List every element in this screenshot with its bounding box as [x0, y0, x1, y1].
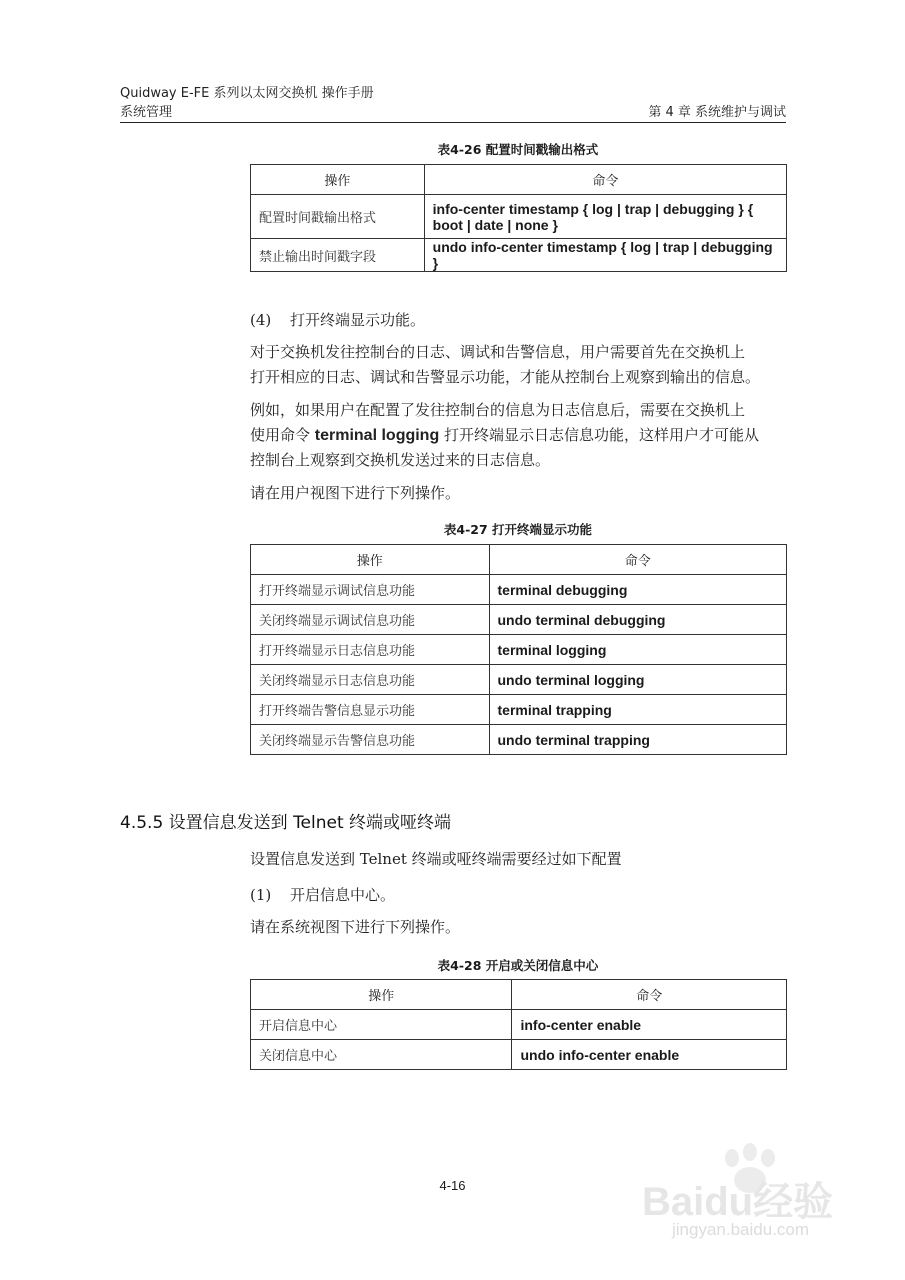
command-cell: terminal logging [489, 635, 787, 665]
table26-caption: 表4-26 配置时间戳输出格式 [437, 142, 599, 157]
step1-label: (1) [250, 886, 272, 904]
watermark-url: jingyan.baidu.com [672, 1220, 810, 1239]
table-row [251, 635, 787, 665]
step4-paragraph2-line1: 例如，如果用户在配置了发往控制台的信息为日志信息后，需要在交换机上 [250, 401, 746, 419]
step4-title: 打开终端显示功能。 [290, 311, 426, 329]
command-cell: terminal debugging [489, 575, 787, 605]
column-header-command: 命令 [489, 545, 787, 575]
section-intro: 设置信息发送到 Telnet 终端或哑终端需要经过如下配置 [250, 850, 622, 868]
table-4-28 [250, 979, 787, 1070]
step4-note: 请在用户视图下进行下列操作。 [250, 484, 461, 502]
table-4-27 [250, 544, 787, 755]
page-number: 4-16 [439, 1178, 466, 1193]
command-cell: info-center timestamp { log | trap | debugging } { boot | date | none } [424, 195, 786, 239]
section-heading: 4.5.5 设置信息发送到 Telnet 终端或哑终端 [120, 813, 452, 833]
table-header-row [251, 980, 787, 1010]
table28-caption: 表4-28 开启或关闭信息中心 [437, 958, 599, 973]
header-section: 系统管理 [120, 105, 173, 120]
command-cell: undo terminal trapping [489, 725, 787, 755]
table-header-row [251, 165, 787, 195]
table-row [251, 605, 787, 635]
column-header-command: 命令 [424, 165, 786, 195]
header-title: Quidway E-FE 系列以太网交换机 操作手册 [120, 86, 374, 101]
command-cell: undo info-center timestamp { log | trap | debugging } [424, 239, 786, 272]
operation-cell: 关闭信息中心 [251, 1040, 512, 1070]
text-run: 使用命令 [250, 426, 315, 444]
header-chapter: 第 4 章 系统维护与调试 [648, 105, 786, 120]
header-rule [120, 122, 786, 123]
step1-title: 开启信息中心。 [290, 886, 396, 904]
table-4-26 [250, 164, 787, 272]
operation-cell: 关闭终端显示日志信息功能 [251, 665, 490, 695]
command-cell: undo terminal logging [489, 665, 787, 695]
step4-paragraph2-line3: 控制台上观察到交换机发送过来的日志信息。 [250, 451, 551, 469]
operation-cell: 打开终端告警信息显示功能 [251, 695, 490, 725]
command-cell: undo terminal debugging [489, 605, 787, 635]
table-row [251, 695, 787, 725]
table-row [251, 239, 787, 272]
operation-cell: 配置时间戳输出格式 [251, 195, 425, 239]
inline-command: terminal logging [314, 427, 440, 444]
watermark-brand: Baidu经验 [642, 1180, 834, 1224]
table-row [251, 575, 787, 605]
table27-caption: 表4-27 打开终端显示功能 [443, 522, 593, 537]
operation-cell: 打开终端显示日志信息功能 [251, 635, 490, 665]
command-cell: undo info-center enable [512, 1040, 787, 1070]
table-header-row [251, 545, 787, 575]
column-header-operation: 操作 [251, 545, 490, 575]
column-header-command: 命令 [512, 980, 787, 1010]
operation-cell: 打开终端显示调试信息功能 [251, 575, 490, 605]
operation-cell: 关闭终端显示调试信息功能 [251, 605, 490, 635]
column-header-operation: 操作 [251, 165, 425, 195]
operation-cell: 禁止输出时间戳字段 [251, 239, 425, 272]
step4-paragraph1-line1: 对于交换机发往控制台的日志、调试和告警信息，用户需要首先在交换机上 [250, 343, 746, 361]
table-row [251, 195, 787, 239]
column-header-operation: 操作 [251, 980, 512, 1010]
step4-paragraph1-line2: 打开相应的日志、调试和告警显示功能，才能从控制台上观察到输出的信息。 [250, 368, 761, 386]
baidu-watermark [642, 1140, 862, 1250]
table-row [251, 1040, 787, 1070]
section-note: 请在系统视图下进行下列操作。 [250, 918, 461, 936]
table-row [251, 665, 787, 695]
command-cell: terminal trapping [489, 695, 787, 725]
table-row [251, 725, 787, 755]
table-row [251, 1010, 787, 1040]
operation-cell: 关闭终端显示告警信息功能 [251, 725, 490, 755]
step4-label: (4) [250, 311, 272, 329]
operation-cell: 开启信息中心 [251, 1010, 512, 1040]
text-run: 打开终端显示日志信息功能，这样用户才可能从 [439, 426, 760, 444]
command-cell: info-center enable [512, 1010, 787, 1040]
